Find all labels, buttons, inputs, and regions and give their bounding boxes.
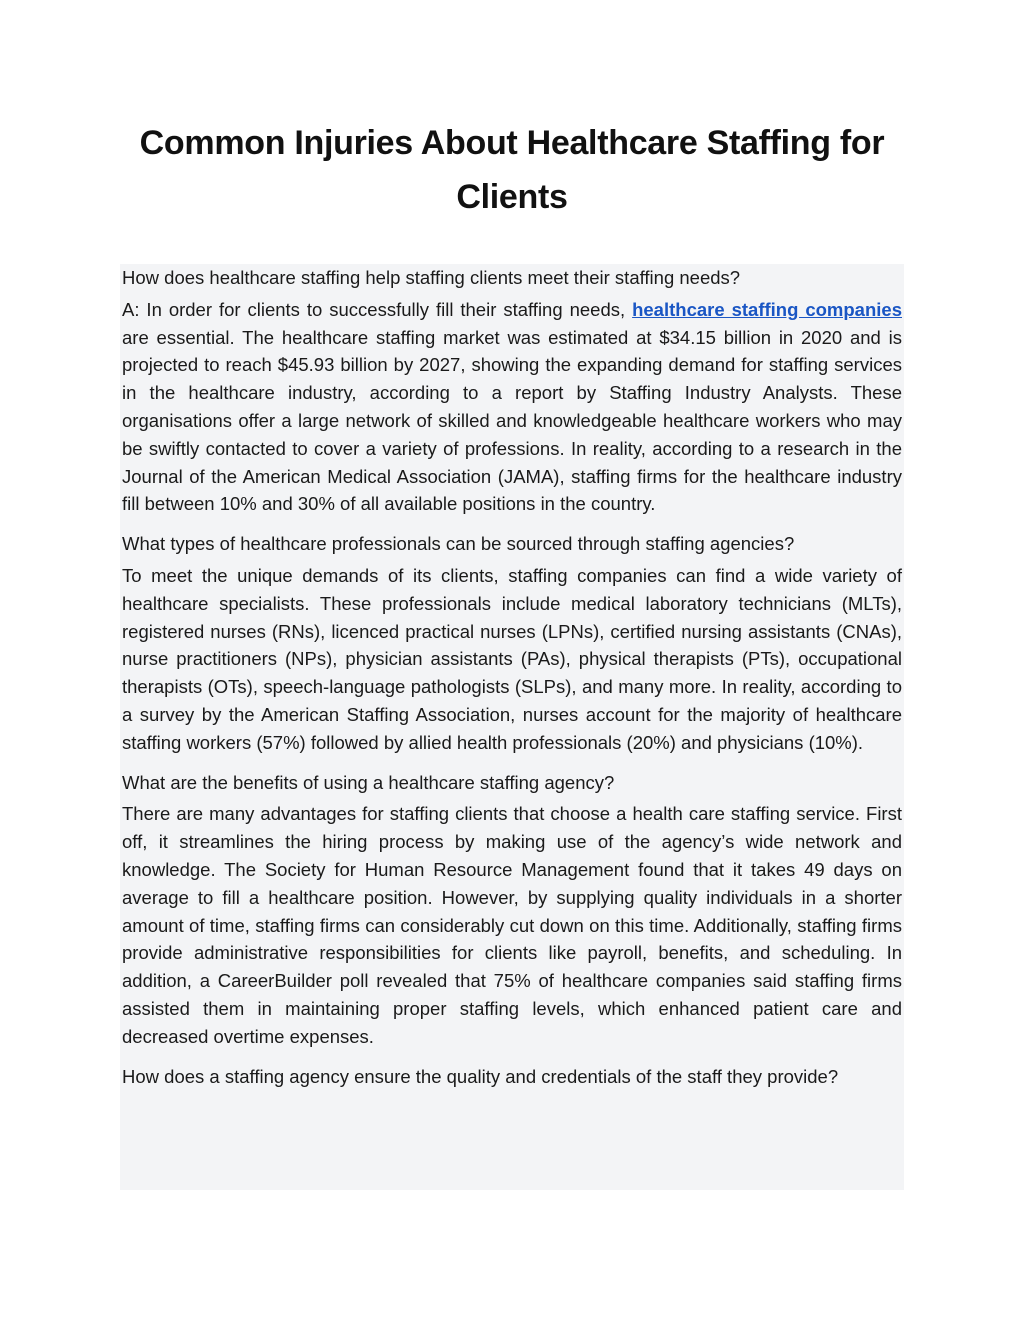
- qa-section-2: [122, 530, 902, 756]
- document-title: Common Injuries About Healthcare Staffing for Clients: [139, 124, 885, 216]
- question-2: What types of healthcare professionals can be sourced through staffing agencies?: [122, 533, 795, 555]
- answer-1: [122, 296, 902, 518]
- answer-3: There are many advantages for staffing clients that choose a health care staffing service. First off, it streamlines the hiring process by making use of the agency’s wide network and knowledge. The Society for Human Resource Management found that it takes 49 days on average to fill a healthcare position. However, by supplying quality individuals in a shorter amount of time, staffing firms can considerably cut down on this time. Additionally, staffing firms provide administrative responsibilities for clients like payroll, benefits, and scheduling. In addition, a CareerBuilder poll revealed that 75% of healthcare companies said staffing firms assisted them in maintaining proper staffing levels, which enhanced patient care and decreased overtime expenses.: [122, 803, 902, 1047]
- answer-2: To meet the unique demands of its clients, staffing companies can find a wide variety of healthcare specialists. These professionals include medical laboratory technicians (MLTs), registered nurses (RNs), licenced practical nurses (LPNs), certified nursing assistants (CNAs), nurse practitioners (NPs), physician assistants (PAs), physical therapists (PTs), occupational therapists (OTs), speech-language pathologists (SLPs), and many more. In reality, according to a survey by the American Staffing Association, nurses account for the majority of healthcare staffing workers (57%) followed by allied health professionals (20%) and physicians (10%).: [122, 564, 902, 753]
- question-1: How does healthcare staffing help staffing clients meet their staffing needs?: [122, 267, 741, 288]
- qa-section-1: [122, 264, 902, 518]
- answer-1-prefix: A: In order for clients to successfully fill their staffing needs,: [122, 298, 633, 320]
- document-body: [120, 264, 904, 1190]
- question-4: How does a staffing agency ensure the quality and credentials of the staff they provide?: [122, 1065, 839, 1087]
- answer-1-suffix: are essential. The healthcare staffing market was estimated at $34.15 billion in 2020 and is projected to reach $45.93 billion by 2027, showing the expanding demand for staffing services in the healthcare industry, according to a report by Staffing Industry Analysts. These organisations offer a large network of skilled and knowledgeable healthcare workers who may be swiftly contacted to cover a variety of professions. In reality, according to a research in the Journal of the American Medical Association (JAMA), staffing firms for the healthcare industry fill between 10% and 30% of all available positions in the country.: [122, 326, 902, 515]
- healthcare-staffing-companies-link[interactable]: healthcare staffing companies: [632, 298, 902, 320]
- qa-section-4: [122, 1063, 902, 1091]
- question-3: What are the benefits of using a healthcare staffing agency?: [122, 771, 615, 793]
- qa-section-3: [122, 769, 902, 1051]
